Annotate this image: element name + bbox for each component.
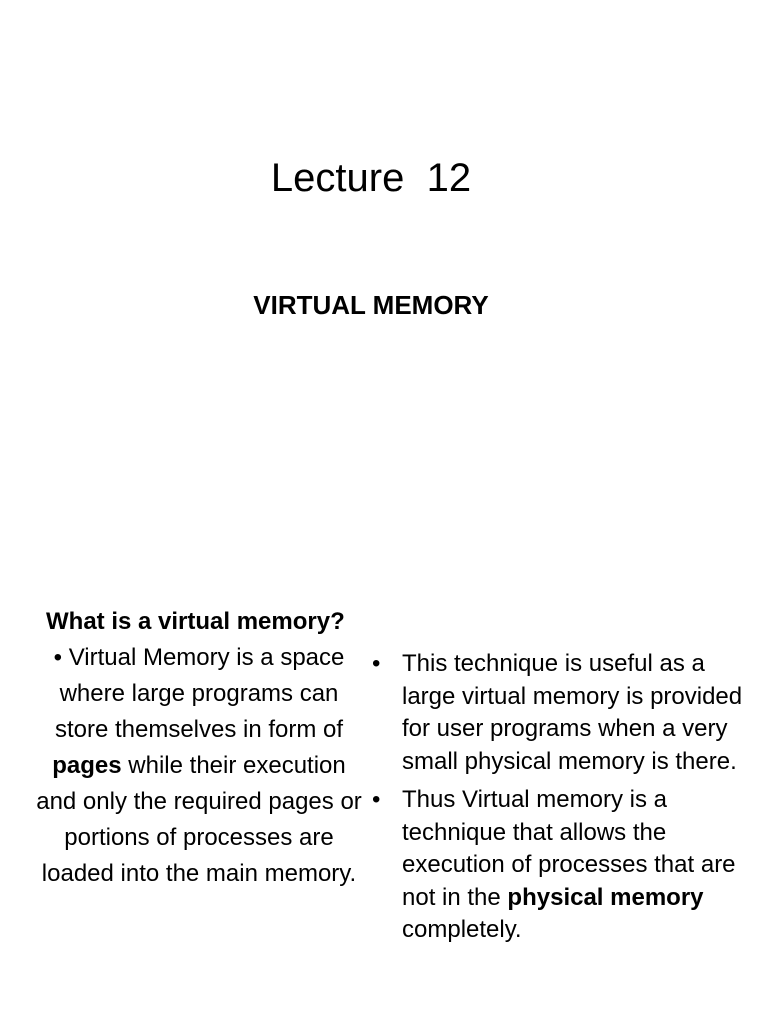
left-bold-word: pages (52, 752, 122, 779)
left-text-after: while their execution and only the required pages or portions of processes are loaded into the main memory. (36, 752, 362, 887)
bullet-icon: • (372, 650, 381, 677)
right-bullet-list (370, 648, 750, 953)
right-item-2-after: completely. (402, 916, 522, 943)
left-text-before: Virtual Memory is a space where large programs can store themselves in form of (54, 644, 345, 743)
left-paragraph (36, 640, 362, 892)
left-column (36, 604, 362, 892)
right-list-item (370, 648, 750, 778)
right-item-2-before: Thus Virtual memory is a technique that allows the execution of processes that are not in the (402, 786, 736, 911)
slide-subtitle: VIRTUAL MEMORY (253, 290, 489, 320)
slide-title: Lecture 12 (270, 156, 472, 200)
left-bullet: • (53, 644, 63, 671)
right-item-1-text: This technique is useful as a large virtual memory is provided for user programs when a very small physical memory is there. (402, 650, 743, 775)
right-item-2-bold: physical memory (507, 883, 704, 911)
bullet-icon: • (372, 786, 381, 813)
left-heading: What is a virtual memory? (46, 608, 345, 635)
right-list-item (370, 784, 750, 947)
